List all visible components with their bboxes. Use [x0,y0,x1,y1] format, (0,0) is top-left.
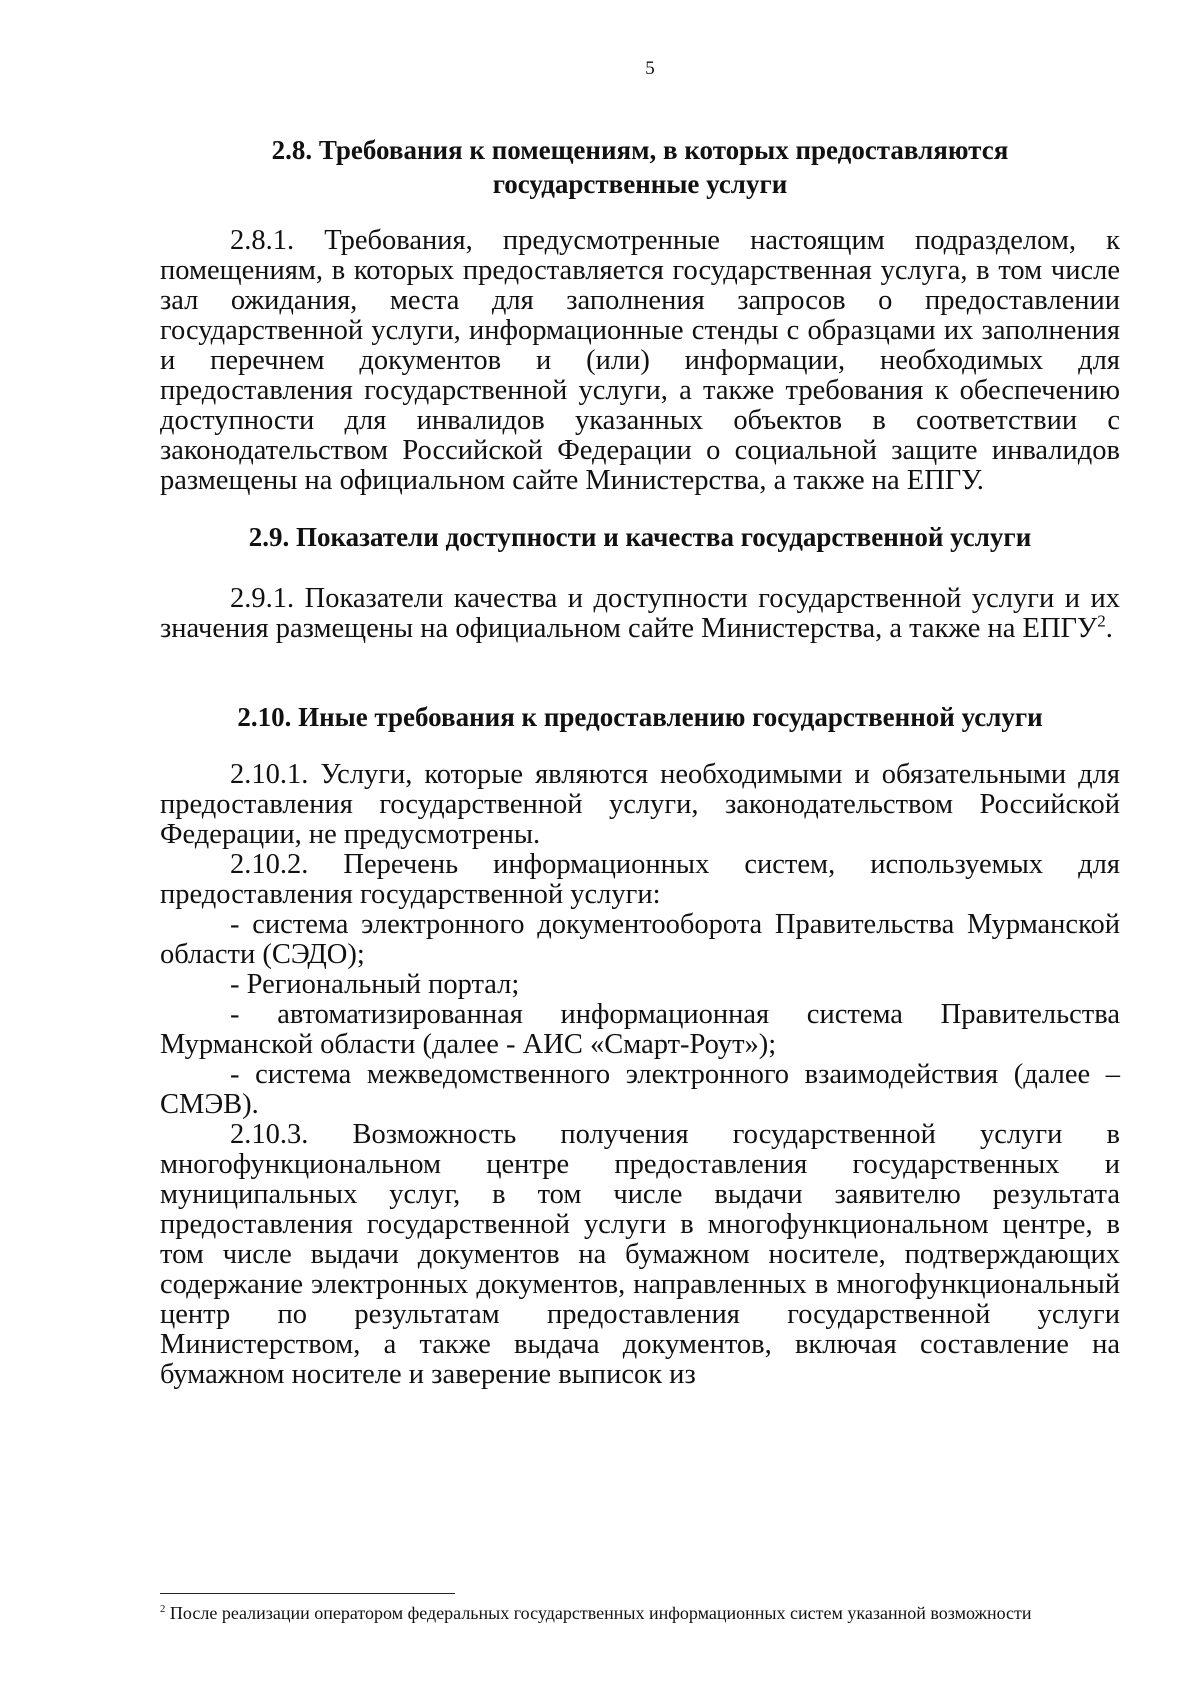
section-2-8-body [160,226,1120,496]
section-2-8-heading-line2: государственные услуги [492,169,788,199]
footnote [160,1602,1060,1624]
paragraph-2-9-1 [160,584,1120,644]
section-2-8-heading-line1: 2.8. Требования к помещениям, в которых предоставляются [271,135,1009,165]
footnote-separator [160,1593,455,1594]
section-2-9-heading: 2.9. Показатели доступности и качества государственной услуги [248,522,1032,552]
footnote-text: После реализации оператором федеральных государственных информационных систем указанной возможности [165,1603,1032,1623]
footnote-marker: 2 [160,1603,166,1615]
section-2-8-heading [200,133,1080,201]
list-item: - Региональный портал; [230,969,520,1000]
list-item: - система электронного документооборота Правительства Мурманской области (СЭДО); [160,909,1120,970]
section-2-9-body [160,584,1120,644]
section-2-10-heading: 2.10. Иные требования к предоставлению государственной услуги [237,702,1043,732]
paragraph-2-10-3: 2.10.3. Возможность получения государственной услуги в многофункциональном центре предоставления государственных и муниципальных услуг, в том числе выдачи заявителю результата предоставления государственной услуги в многофункциональном центре, в том числе выдачи документов на бумажном носителе, подтверждающих содержание электронных документов, направленных в многофункциональный центр по результатам предоставления государственной услуги Министерством, а также выдача документов, включая составление на бумажном носителе и заверение выписок из [160,1119,1120,1390]
paragraph-2-10-1: 2.10.1. Услуги, которые являются необходимыми и обязательными для предоставления государственной услуги, законодательством Российской Федерации, не предусмотрены. [160,759,1120,850]
list-item: - автоматизированная информационная система Правительства Мурманской области (далее - АИС «Смарт-Роут»); [160,999,1120,1060]
paragraph-2-9-1-text: 2.9.1. Показатели качества и доступности государственной услуги и их значения размещены на официальном сайте Министерства, а также на ЕПГУ [160,583,1120,644]
section-2-10-body [160,760,1120,1390]
paragraph-2-10-2: 2.10.2. Перечень информационных систем, используемых для предоставления государственной услуги: [160,849,1120,910]
paragraph-2-9-1-end: . [1105,613,1113,644]
footnote-reference: 2 [1097,611,1106,631]
list-item: - система межведомственного электронного взаимодействия (далее – СМЭВ). [160,1059,1120,1120]
paragraph-2-8-1: 2.8.1. Требования, предусмотренные настоящим подразделом, к помещениям, в которых предоставляется государственная услуга, в том числе зал ожидания, места для заполнения запросов о предоставлении государственной услуги, информационные стенды с образцами их заполнения и перечнем документов и (или) информации, необходимых для предоставления государственной услуги, а также требования к обеспечению доступности для инвалидов указанных объектов в соответствии с законодательством Российской Федерации о социальной защите инвалидов размещены на официальном сайте Министерства, а также на ЕПГУ. [160,225,1120,496]
page-number: 5 [645,58,655,79]
